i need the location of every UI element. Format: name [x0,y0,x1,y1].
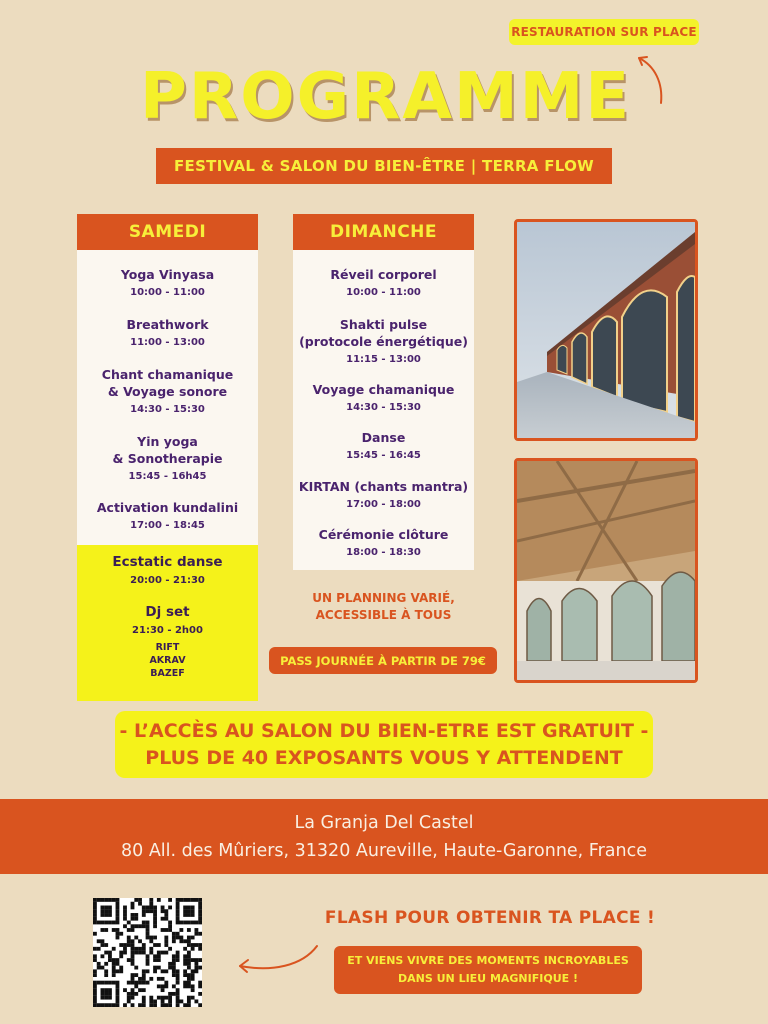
festival-subtitle: FESTIVAL & SALON DU BIEN-ÊTRE | TERRA FLOW [156,148,612,184]
saturday-evening [77,545,258,701]
slot-time: 17:00 - 18:00 [346,499,421,510]
salon-line: PLUS DE 40 EXPOSANTS VOUS Y ATTENDENT [145,746,623,769]
schedule-slot [293,526,474,566]
slot-time: 15:45 - 16h45 [128,471,207,482]
schedule-slot [77,266,258,316]
slot-name: Breathwork [126,317,209,332]
venue-address: 80 All. des Mûriers, 31320 Aureville, Haute-Garonne, France [121,840,647,861]
slot-time: 21:30 - 2h00 [132,625,203,636]
slot-name: Yoga Vinyasa [120,267,215,282]
slot-name: & Sonotherapie [112,451,223,466]
slot-time: 10:00 - 11:00 [130,287,205,298]
schedule-slot [293,429,474,478]
slot-name: Cérémonie clôture [318,527,449,542]
dj-artist: BAZEF [150,668,185,679]
slot-time: 11:15 - 13:00 [346,354,421,365]
saturday-schedule [77,250,258,545]
salon-line: - L’ACCÈS AU SALON DU BIEN-ETRE EST GRATUIT - [119,719,649,742]
venue-interior-image [517,461,695,680]
slot-name: Voyage chamanique [312,382,455,397]
dj-artist: RIFT [155,642,180,653]
schedule-slot [293,381,474,429]
saturday-column [77,214,258,701]
venue-exterior-image [517,222,695,438]
venue-name: La Granja Del Castel [294,812,474,833]
slot-time: 10:00 - 11:00 [346,287,421,298]
vivre-line: DANS UN LIEU MAGNIFIQUE ! [398,972,578,985]
venue-interior-photo [514,458,698,683]
slot-time: 17:00 - 18:45 [130,520,205,531]
slot-time: 18:00 - 18:30 [346,547,421,558]
sunday-column [293,214,474,570]
schedule-slot [77,316,258,366]
dj-artist: AKRAV [149,655,186,666]
schedule-slot [293,266,474,316]
curved-arrow-left-icon [232,938,322,978]
schedule-slot [77,554,258,604]
sunday-schedule [293,250,474,570]
slot-name: (protocole énergétique) [299,334,468,349]
schedule-slot [293,316,474,381]
saturday-heading: SAMEDI [77,214,258,250]
schedule-slot [77,366,258,433]
slot-time: 20:00 - 21:30 [130,575,205,586]
slot-time: 14:30 - 15:30 [346,402,421,413]
ticket-qr-code[interactable] [93,898,202,1007]
flash-cta: FLASH POUR OBTENIR TA PLACE ! [324,908,656,928]
restauration-tag: RESTAURATION SUR PLACE [509,19,699,45]
schedule-slot [77,499,258,539]
slot-time: 14:30 - 15:30 [130,404,205,415]
slot-name: & Voyage sonore [107,384,228,399]
slot-name: Réveil corporel [330,267,437,282]
slot-name: Activation kundalini [96,500,239,515]
planning-line: ACCESSIBLE À TOUS [315,608,452,622]
sunday-heading: DIMANCHE [293,214,474,250]
slot-name: Danse [361,430,406,445]
venue-address-band [0,799,768,874]
slot-time: 11:00 - 13:00 [130,337,205,348]
planning-line: UN PLANNING VARIÉ, [312,591,455,605]
slot-name: Dj set [145,604,190,620]
slot-name: Shakti pulse [339,317,428,332]
vivre-line: ET VIENS VIVRE DES MOMENTS INCROYABLES [347,954,629,967]
vivre-tagline [334,946,642,994]
slot-name: Chant chamanique [101,367,234,382]
venue-exterior-photo [514,219,698,441]
slot-name: KIRTAN (chants mantra) [298,479,469,494]
planning-note [293,590,474,624]
slot-name: Yin yoga [137,434,198,449]
schedule-slot [77,433,258,499]
day-pass-price: PASS JOURNÉE À PARTIR DE 79€ [269,647,497,674]
schedule-slot [293,478,474,526]
page-title: PROGRAMME [140,60,632,134]
schedule-slot [77,604,258,680]
free-salon-banner [115,711,653,778]
slot-name: Ecstatic danse [112,554,223,570]
curved-arrow-up-icon [625,48,670,106]
slot-time: 15:45 - 16:45 [346,450,421,461]
